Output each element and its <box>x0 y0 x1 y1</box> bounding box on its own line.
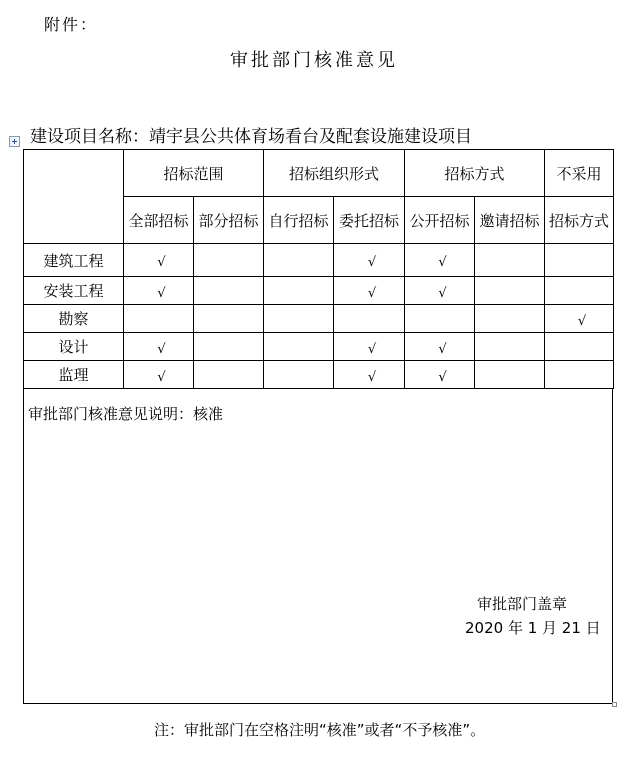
subheader-self: 自行招标 <box>264 197 334 244</box>
check-mark: √ <box>438 341 447 357</box>
check-mark: √ <box>157 285 166 301</box>
project-name: 建设项目名称：靖宇县公共体育场看台及配套设施建设项目 <box>30 127 472 147</box>
stamp-label: 审批部门盖章 <box>477 595 568 613</box>
check-mark: √ <box>367 255 377 270</box>
check-mark: √ <box>438 255 447 270</box>
check-mark: √ <box>157 255 166 270</box>
check-mark: √ <box>367 285 377 301</box>
row-label: 建筑工程 <box>24 244 124 277</box>
table-row <box>24 244 614 277</box>
subheader-public: 公开招标 <box>405 197 475 244</box>
row-label: 设计 <box>24 333 124 361</box>
approval-opinion-cell <box>23 389 613 704</box>
check-mark: √ <box>367 369 377 385</box>
table-move-handle-icon[interactable] <box>9 136 20 147</box>
page-title: 审批部门核准意见 <box>230 50 398 71</box>
group-header-not-adopted: 不采用 <box>545 150 614 197</box>
check-mark: √ <box>438 285 447 301</box>
corner-cell <box>24 150 124 244</box>
row-label: 安装工程 <box>24 277 124 305</box>
check-mark: √ <box>157 341 166 357</box>
subheader-partial: 部分招标 <box>194 197 264 244</box>
check-mark: √ <box>577 313 587 329</box>
table-resize-handle-icon[interactable] <box>612 702 617 707</box>
group-header-org-form: 招标组织形式 <box>264 150 405 197</box>
attachment-label: 附件： <box>44 15 99 34</box>
group-header-scope: 招标范围 <box>124 150 264 197</box>
table-row <box>24 277 614 305</box>
row-label: 勘察 <box>24 305 124 333</box>
group-header-method: 招标方式 <box>405 150 545 197</box>
check-mark: √ <box>438 369 447 385</box>
table-row <box>24 305 614 333</box>
row-label: 监理 <box>24 361 124 389</box>
explanation-text: 审批部门核准意见说明：核准 <box>28 405 224 423</box>
table-row <box>24 361 614 389</box>
subheader-entrusted: 委托招标 <box>334 197 405 244</box>
table-row <box>24 333 614 361</box>
check-mark: √ <box>157 369 166 385</box>
subheader-invited: 邀请招标 <box>475 197 545 244</box>
approval-table <box>23 149 614 389</box>
subheader-method: 招标方式 <box>545 197 614 244</box>
check-mark: √ <box>367 341 377 357</box>
footnote: 注：审批部门在空格注明“核准”或者“不予核准”。 <box>154 721 486 739</box>
approval-date: 2020 年 1 月 21 日 <box>465 619 601 637</box>
subheader-all: 全部招标 <box>124 197 194 244</box>
